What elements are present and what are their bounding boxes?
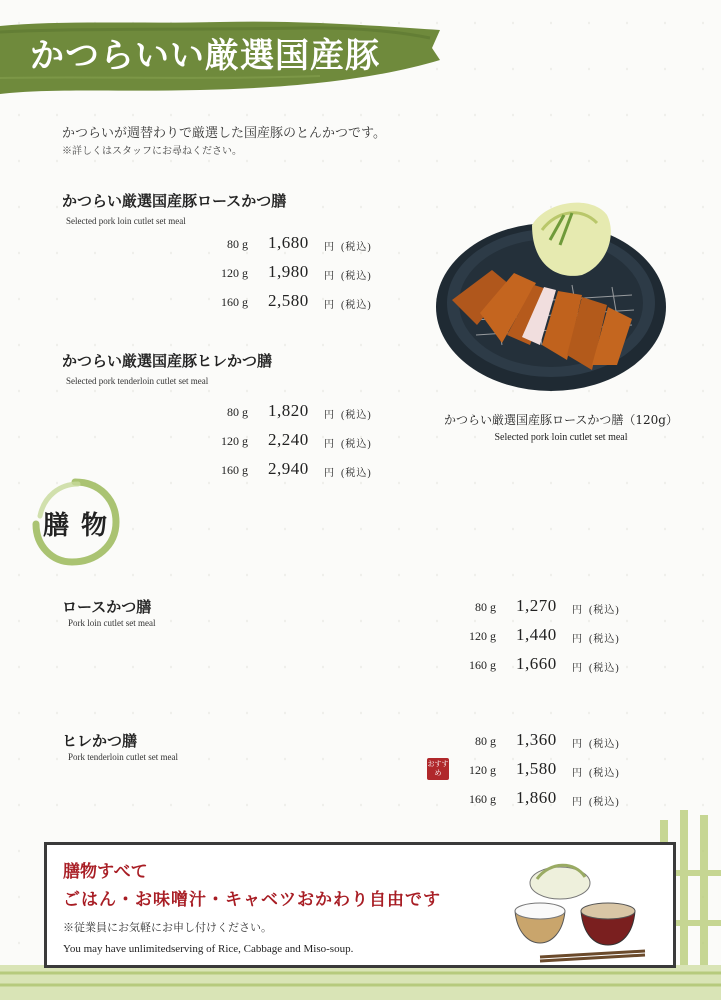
section-heading: 膳物 (43, 511, 120, 541)
photo-caption-jp: かつらい厳選国産豚ロースかつ膳（120g） (444, 413, 678, 427)
price-row (456, 654, 646, 676)
weight-label: 120 g (469, 763, 496, 777)
item-subtitle-loin: Pork loin cutlet set meal (68, 618, 156, 628)
item-title-loin: ロースかつ膳 (62, 598, 152, 616)
item-title-fillet: ヒレかつ膳 (62, 732, 138, 750)
price-value: 1,980 (268, 262, 309, 281)
intro-note: ※詳しくはスタッフにお尋ねください。 (62, 146, 242, 157)
weight-label: 80 g (475, 600, 496, 614)
weight-label: 120 g (221, 434, 248, 448)
price-value: 2,940 (268, 459, 309, 478)
tax-label: (税込) (589, 768, 620, 779)
price-row (208, 430, 398, 452)
price-row (208, 401, 398, 423)
price-value: 2,580 (268, 291, 309, 310)
weight-label: 80 g (475, 734, 496, 748)
yen-label: 円 (572, 797, 582, 808)
yen-label: 円 (572, 768, 582, 779)
yen-label: 円 (572, 663, 582, 674)
tax-label: (税込) (341, 271, 372, 282)
tax-label: (税込) (341, 300, 372, 311)
tax-label: (税込) (589, 797, 620, 808)
price-value: 1,860 (516, 788, 557, 807)
tonkatsu-photo (432, 195, 670, 395)
refill-notice-box (44, 842, 676, 968)
tax-label: (税込) (589, 739, 620, 750)
rice-miso-cabbage-illustration (505, 853, 655, 965)
yen-label: 円 (572, 634, 582, 645)
price-row (208, 291, 398, 313)
weight-label: 160 g (469, 658, 496, 672)
price-row (208, 262, 398, 284)
recommend-badge: おすすめ (427, 758, 449, 780)
yen-label: 円 (324, 439, 334, 450)
weight-label: 80 g (227, 237, 248, 251)
weight-label: 160 g (221, 463, 248, 477)
notice-jp-text: ※従業員にお気軽にお申し付けください。 (63, 921, 272, 934)
weight-label: 160 g (221, 295, 248, 309)
price-row (456, 730, 646, 752)
tax-label: (税込) (341, 242, 372, 253)
price-row (208, 233, 398, 255)
page-title: かつらいい厳選国産豚 (30, 36, 380, 76)
price-value: 1,270 (516, 596, 557, 615)
item-subtitle-premium-fillet: Selected pork tenderloin cutlet set meal (66, 376, 209, 386)
price-value: 1,820 (268, 401, 309, 420)
tax-label: (税込) (589, 605, 620, 616)
weight-label: 80 g (227, 405, 248, 419)
price-value: 1,580 (516, 759, 557, 778)
notice-heading-1: 膳物すべて (63, 862, 148, 882)
price-value: 1,660 (516, 654, 557, 673)
tax-label: (税込) (589, 634, 620, 645)
yen-label: 円 (324, 468, 334, 479)
price-value: 1,360 (516, 730, 557, 749)
price-row (208, 459, 398, 481)
weight-label: 120 g (469, 629, 496, 643)
price-value: 1,680 (268, 233, 309, 252)
item-title-premium-loin: かつらい厳選国産豚ロースかつ膳 (62, 192, 287, 210)
yen-label: 円 (572, 739, 582, 750)
tax-label: (税込) (589, 663, 620, 674)
intro-text: かつらいが週替わりで厳選した国産豚のとんかつです。 (62, 126, 386, 141)
notice-en-text: You may have unlimitedserving of Rice, Cabbage and Miso-soup. (63, 943, 354, 955)
price-row (456, 788, 646, 810)
price-value: 1,440 (516, 625, 557, 644)
notice-heading-2: ごはん・お味噌汁・キャベツおかわり自由です (63, 890, 441, 910)
weight-label: 160 g (469, 792, 496, 806)
tax-label: (税込) (341, 439, 372, 450)
item-subtitle-fillet: Pork tenderloin cutlet set meal (68, 752, 178, 762)
yen-label: 円 (324, 271, 334, 282)
price-value: 2,240 (268, 430, 309, 449)
yen-label: 円 (324, 242, 334, 253)
price-row (456, 625, 646, 647)
tax-label: (税込) (341, 410, 372, 421)
photo-caption-en: Selected pork loin cutlet set meal (494, 432, 628, 443)
price-row (456, 759, 646, 781)
yen-label: 円 (572, 605, 582, 616)
weight-label: 120 g (221, 266, 248, 280)
yen-label: 円 (324, 410, 334, 421)
tax-label: (税込) (341, 468, 372, 479)
item-subtitle-premium-loin: Selected pork loin cutlet set meal (66, 216, 186, 226)
price-row (456, 596, 646, 618)
item-title-premium-fillet: かつらい厳選国産豚ヒレかつ膳 (62, 352, 273, 370)
yen-label: 円 (324, 300, 334, 311)
